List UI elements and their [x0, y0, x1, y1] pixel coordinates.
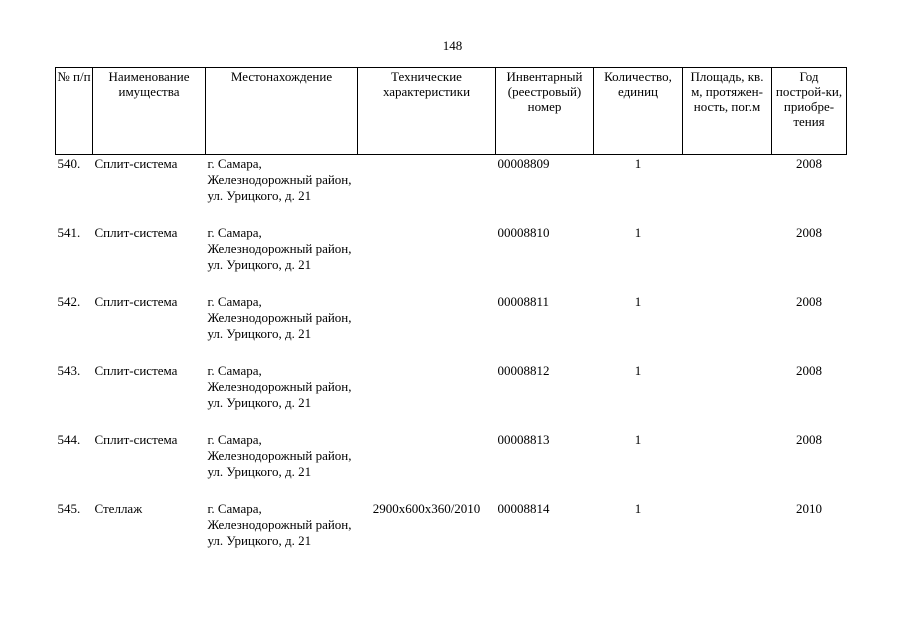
row-location: г. Самара, Железнодорожный район, ул. Урицкого, д. 21 [207, 225, 352, 272]
row-number: 542. [57, 294, 81, 309]
header-tech: Технические характеристики [358, 68, 496, 155]
row-tech [358, 155, 496, 226]
row-inventory: 00008812 [497, 363, 550, 378]
row-number: 540. [57, 156, 81, 171]
row-area [683, 155, 772, 226]
table-row [56, 501, 847, 570]
row-name: Сплит-система [94, 363, 178, 378]
header-row [56, 68, 847, 155]
row-area [683, 501, 772, 570]
header-number: № п/п [56, 68, 93, 155]
row-quantity: 1 [634, 432, 642, 447]
row-year: 2008 [796, 156, 822, 171]
row-location: г. Самара, Железнодорожный район, ул. Урицкого, д. 21 [207, 156, 352, 203]
property-table [55, 67, 847, 570]
row-inventory: 00008810 [497, 225, 550, 240]
row-tech [358, 432, 496, 501]
row-year: 2008 [796, 294, 822, 309]
table-row [56, 225, 847, 294]
row-location: г. Самара, Железнодорожный район, ул. Урицкого, д. 21 [207, 363, 352, 410]
row-tech [358, 294, 496, 363]
header-quantity: Количество, единиц [594, 68, 683, 155]
row-inventory: 00008809 [497, 156, 550, 171]
row-year: 2010 [796, 501, 822, 516]
row-year: 2008 [796, 225, 822, 240]
table-row [56, 363, 847, 432]
row-quantity: 1 [634, 363, 642, 378]
row-location: г. Самара, Железнодорожный район, ул. Урицкого, д. 21 [207, 432, 352, 479]
row-quantity: 1 [634, 501, 642, 516]
row-quantity: 1 [634, 156, 642, 171]
row-number: 545. [57, 501, 81, 516]
table-row [56, 432, 847, 501]
header-name: Наименование имущества [93, 68, 206, 155]
row-inventory: 00008811 [497, 294, 550, 309]
row-area [683, 363, 772, 432]
row-quantity: 1 [634, 294, 642, 309]
header-area: Площадь, кв. м, протяжен-ность, пог.м [683, 68, 772, 155]
row-name: Сплит-система [94, 225, 178, 240]
row-inventory: 00008814 [497, 501, 550, 516]
row-name: Сплит-система [94, 156, 178, 171]
row-area [683, 225, 772, 294]
table-header [56, 68, 847, 155]
row-quantity: 1 [634, 225, 642, 240]
header-location: Местонахождение [206, 68, 358, 155]
row-location: г. Самара, Железнодорожный район, ул. Урицкого, д. 21 [207, 294, 352, 341]
table-row [56, 294, 847, 363]
header-inventory: Инвентарный (реестровый) номер [496, 68, 594, 155]
row-tech [358, 225, 496, 294]
row-tech [358, 363, 496, 432]
table-body [56, 155, 847, 571]
page-number: 148 [442, 38, 463, 53]
row-number: 544. [57, 432, 81, 447]
row-area [683, 294, 772, 363]
header-year: Год построй-ки, приобре-тения [772, 68, 847, 155]
row-inventory: 00008813 [497, 432, 550, 447]
row-year: 2008 [796, 363, 822, 378]
row-location: г. Самара, Железнодорожный район, ул. Урицкого, д. 21 [207, 501, 352, 548]
row-name: Сплит-система [94, 432, 178, 447]
row-area [683, 432, 772, 501]
row-year: 2008 [796, 432, 822, 447]
row-tech: 2900x600x360/2010 [372, 501, 481, 516]
table-row [56, 155, 847, 226]
row-name: Стеллаж [94, 501, 143, 516]
row-number: 543. [57, 363, 81, 378]
row-number: 541. [57, 225, 81, 240]
row-name: Сплит-система [94, 294, 178, 309]
